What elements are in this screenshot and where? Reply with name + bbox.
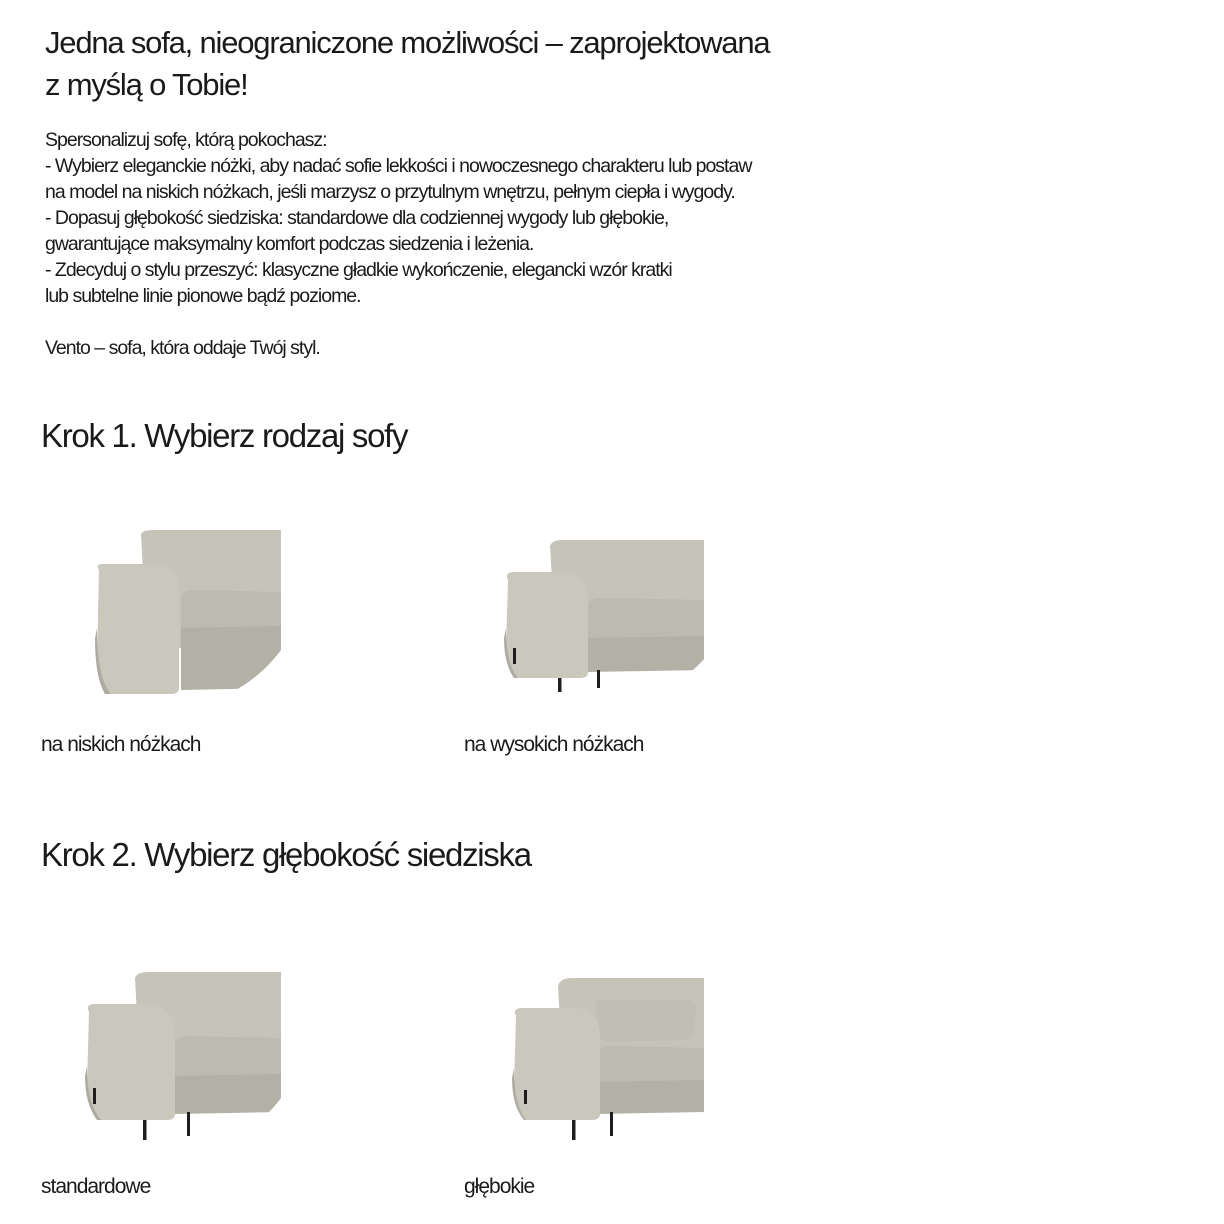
sofa-deep-seat-icon bbox=[464, 950, 724, 1150]
option-low-legs[interactable] bbox=[41, 508, 421, 758]
option-label: standardowe bbox=[41, 1175, 151, 1198]
intro-line: Spersonalizuj sofę, którą pokochasz: bbox=[45, 129, 327, 151]
intro-closing: Vento – sofa, która oddaje Twój styl. bbox=[45, 337, 320, 359]
intro-text bbox=[45, 127, 865, 361]
intro-line: - Zdecyduj o stylu przeszyć: klasyczne gładkie wykończenie, elegancki wzór kratki bbox=[45, 259, 672, 281]
option-high-legs[interactable] bbox=[464, 508, 844, 758]
page-headline bbox=[45, 22, 865, 106]
sofa-low-legs-icon bbox=[41, 508, 301, 708]
option-label: na wysokich nóżkach bbox=[464, 733, 644, 756]
paragraph-gap bbox=[45, 309, 865, 335]
intro-line: gwarantujące maksymalny komfort podczas siedzenia i leżenia. bbox=[45, 233, 534, 255]
intro-line: - Wybierz eleganckie nóżki, aby nadać sofie lekkości i nowoczesnego charakteru lub postaw bbox=[45, 155, 752, 177]
sofa-high-legs-icon bbox=[464, 508, 724, 708]
intro-line: lub subtelne linie pionowe bądź poziome. bbox=[45, 285, 361, 307]
option-standard-depth[interactable] bbox=[41, 950, 421, 1200]
intro-line: na model na niskich nóżkach, jeśli marzysz o przytulnym wnętrzu, pełnym ciepła i wygody. bbox=[45, 181, 735, 203]
intro-line: - Dopasuj głębokość siedziska: standardowe dla codziennej wygody lub głębokie, bbox=[45, 207, 669, 229]
sofa-standard-depth-icon bbox=[41, 950, 301, 1150]
headline-line-2: z myślą o Tobie! bbox=[45, 67, 248, 102]
headline-line-1: Jedna sofa, nieograniczone możliwości – zaprojektowana bbox=[45, 25, 770, 60]
option-deep-seat[interactable] bbox=[464, 950, 844, 1200]
option-label: na niskich nóżkach bbox=[41, 733, 201, 756]
option-label: głębokie bbox=[464, 1175, 535, 1198]
step-1-title: Krok 1. Wybierz rodzaj sofy bbox=[41, 417, 408, 454]
step-2-title: Krok 2. Wybierz głębokość siedziska bbox=[41, 836, 531, 873]
